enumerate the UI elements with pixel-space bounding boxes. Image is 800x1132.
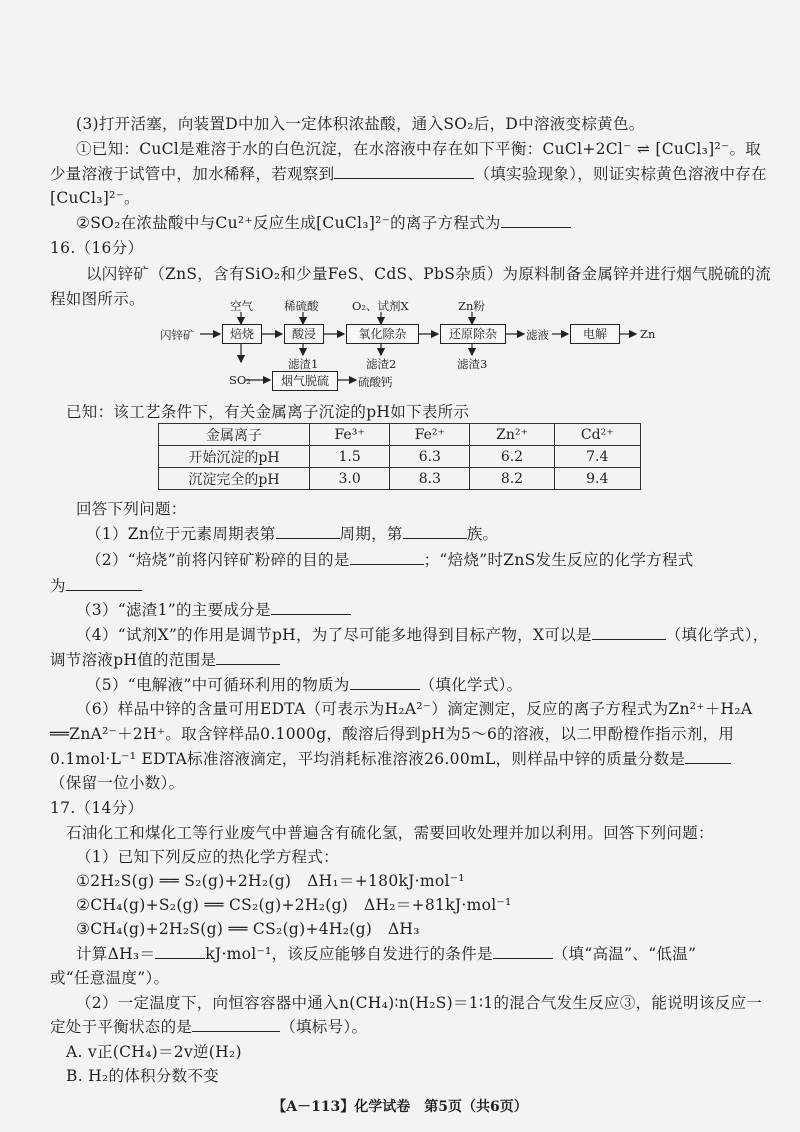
text: （2）“焙烧”前将闪锌矿粉碎的目的是 — [86, 551, 350, 569]
flow-desulf-output: 硫酸钙 — [358, 375, 393, 389]
q15-part3-sub1-line2 — [50, 162, 767, 184]
q16-sub2-cont — [50, 574, 142, 596]
flow-residue2: 滤渣2 — [366, 357, 397, 371]
q16-sub6-line3 — [50, 747, 731, 769]
answer-blank[interactable] — [271, 614, 351, 615]
text: （4）“试剂X”的作用是调节pH，为了尽可能多地得到目标产物，X可以是 — [76, 626, 592, 644]
answer-blank[interactable] — [501, 227, 571, 228]
q17-calc-cont: 或“任意温度”）。 — [50, 969, 170, 987]
text: 调节溶液pH值的范围是 — [50, 651, 217, 669]
q16-sub6: （6）样品中锌的含量可用EDTA（可表示为H₂A²⁻）滴定测定，反应的离子方程式为Zn²⁺＋H₂A — [76, 700, 753, 718]
flow-step-leach: 酸浸 — [284, 324, 324, 344]
text: 为 — [50, 577, 66, 595]
q17-sub2: （2）一定温度下，向恒容容器中通入n(CH₄)∶n(H₂S)＝1∶1的混合气发生反应③，能说明该反应一 — [76, 994, 763, 1012]
answer-blank[interactable] — [350, 689, 420, 690]
text: （1）Zn位于元素周期表第 — [86, 525, 276, 543]
q16-sub6-line4: （保留一位小数）。 — [50, 774, 185, 792]
q16-sub4 — [76, 623, 769, 645]
flow-step-roast: 焙烧 — [222, 324, 262, 344]
table-cell: 沉淀完全的pH — [159, 468, 310, 490]
text: 周期，第 — [339, 525, 403, 543]
q17-eq1: ①2H₂S(g) ══ S₂(g)+2H₂(g) ΔH₁＝+180kJ·mol⁻¹ — [76, 872, 465, 890]
text: 定处于平衡状态的是 — [50, 1018, 193, 1036]
text: 0.1mol·L⁻¹ EDTA标准溶液滴定，平均消耗标准溶液26.00mL，则样品中锌的质量分数是 — [50, 750, 686, 768]
table-header-cell: Cd²⁺ — [554, 424, 641, 446]
flow-step-reduce: 还原除杂 — [440, 324, 506, 344]
table-cell: 9.4 — [554, 468, 641, 490]
answer-blank[interactable] — [493, 958, 553, 959]
q17-eq2: ②CH₄(g)+S₂(g) ══ CS₂(g)+2H₂(g) ΔH₂＝+81kJ·mol⁻¹ — [76, 896, 512, 914]
q16-sub1 — [86, 522, 498, 544]
q16-sub5 — [86, 673, 522, 695]
q16-sub3 — [76, 598, 351, 620]
q15-part3-line: (3)打开活塞，向装置D中加入一定体积浓盐酸，通入SO₂后，D中溶液变棕黄色。 — [76, 115, 645, 133]
answer-blank[interactable] — [685, 763, 731, 764]
text: （3）“滤渣1”的主要成分是 — [76, 601, 271, 619]
answer-blank[interactable] — [192, 1031, 280, 1032]
q17-option-b: B. H₂的体积分数不变 — [66, 1067, 220, 1085]
answer-blank[interactable] — [66, 590, 142, 591]
flow-step-oxidize: 氧化除杂 — [346, 324, 419, 344]
q17-sub2-cont — [50, 1015, 367, 1037]
q17-calc — [76, 942, 696, 964]
flow-residue1: 滤渣1 — [288, 357, 319, 371]
q16-header: 16.（16分） — [50, 239, 144, 257]
q15-part3-sub1-line: ①已知：CuCl是难溶于水的白色沉淀，在水溶液中存在如下平衡：CuCl+2Cl⁻ ⇌ [CuCl₃]²⁻。取 — [76, 140, 762, 158]
table-cell: 8.3 — [390, 468, 470, 490]
flow-step-desulfurize: 烟气脱硫 — [272, 371, 338, 391]
flow-input-acid: 稀硫酸 — [284, 299, 319, 313]
q17-option-a: A. v正(CH₄)＝2v逆(H₂) — [66, 1043, 242, 1061]
flow-filtrate: 滤液 — [526, 328, 549, 342]
q17-sub1: （1）已知下列反应的热化学方程式： — [76, 848, 339, 866]
table-cell: 7.4 — [554, 446, 641, 468]
q17-header: 17.（14分） — [50, 799, 144, 817]
text: ；“焙烧”时ZnS发生反应的化学方程式 — [423, 551, 694, 569]
flow-input-o2: O₂、试剂X — [352, 299, 409, 313]
flow-product-zn: Zn — [640, 327, 656, 341]
answer-blank[interactable] — [216, 664, 280, 665]
q17-eq3: ③CH₄(g)+2H₂S(g) ══ CS₂(g)+4H₂(g) ΔH₃ — [76, 920, 420, 938]
text: （填标号）。 — [280, 1018, 368, 1036]
ion-ph-table — [158, 423, 641, 490]
q16-sub4-cont — [50, 648, 280, 670]
answer-blank[interactable] — [276, 538, 340, 539]
answer-blank[interactable] — [334, 178, 474, 179]
table-cell: 开始沉淀的pH — [159, 446, 310, 468]
text: ②SO₂在浓盐酸中与Cu²⁺反应生成[CuCl₃]²⁻的离子方程式为 — [76, 214, 501, 232]
table-row — [159, 468, 641, 490]
page-footer: 【A－113】化学试卷 第5页（共6页） — [272, 1099, 528, 1115]
table-cell: 3.0 — [310, 468, 390, 490]
text: kJ·mol⁻¹，该反应能够自发进行的条件是 — [205, 945, 493, 963]
answer-blank[interactable] — [350, 564, 424, 565]
q16-intro2: 程如图所示。 — [50, 290, 145, 308]
text: （填化学式）， — [665, 626, 769, 644]
q15-part3-sub2-line — [76, 211, 571, 233]
flow-input-air: 空气 — [230, 299, 253, 313]
q16-intro: 以闪锌矿（ZnS，含有SiO₂和少量FeS、CdS、PbS杂质）为原料制备金属锌并进行烟气脱硫的流 — [86, 265, 772, 283]
q16-sub6-line2: ══ZnA²⁻＋2H⁺。取含锌样品0.1000g，酸溶后得到pH为5～6的溶液，以二甲酚橙作指示剂，用 — [50, 725, 735, 743]
text: （填“高温”、“低温” — [552, 945, 697, 963]
text: （填化学式）。 — [419, 676, 523, 694]
flow-raw-material: 闪锌矿 — [160, 328, 195, 342]
table-cell: 1.5 — [310, 446, 390, 468]
text: 少量溶液于试管中，加水稀释，若观察到 — [50, 165, 335, 183]
table-row — [159, 446, 641, 468]
table-header-row — [159, 424, 641, 446]
table-header-cell: Fe²⁺ — [390, 424, 470, 446]
q16-known: 已知：该工艺条件下，有关金属离子沉淀的pH如下表所示 — [66, 403, 470, 421]
q17-intro: 石油化工和煤化工等行业废气中普遍含有硫化氢，需要回收处理并加以利用。回答下列问题： — [66, 824, 714, 842]
flow-so2: SO₂ — [229, 373, 251, 387]
answer-blank[interactable] — [155, 958, 205, 959]
flow-residue3: 滤渣3 — [457, 357, 488, 371]
text: （填实验现象），则证实棕黄色溶液中存在 — [474, 165, 767, 183]
table-cell: 6.3 — [390, 446, 470, 468]
table-header-cell: Fe³⁺ — [310, 424, 390, 446]
answer-blank[interactable] — [592, 639, 666, 640]
text: （5）“电解液”中可循环利用的物质为 — [86, 676, 350, 694]
table-header-cell: 金属离子 — [159, 424, 310, 446]
text: 族。 — [466, 525, 499, 543]
flow-input-zn: Zn粉 — [458, 299, 485, 313]
q16-sub2 — [86, 548, 694, 570]
table-cell: 6.2 — [470, 446, 554, 468]
flow-step-electrolysis: 电解 — [570, 324, 620, 344]
q15-part3-sub1-line3: [CuCl₃]²⁻。 — [50, 189, 140, 207]
table-header-cell: Zn²⁺ — [470, 424, 554, 446]
q16-answer-prompt: 回答下列问题： — [76, 500, 187, 518]
text: 计算ΔH₃＝ — [76, 945, 156, 963]
answer-blank[interactable] — [403, 538, 467, 539]
table-cell: 8.2 — [470, 468, 554, 490]
